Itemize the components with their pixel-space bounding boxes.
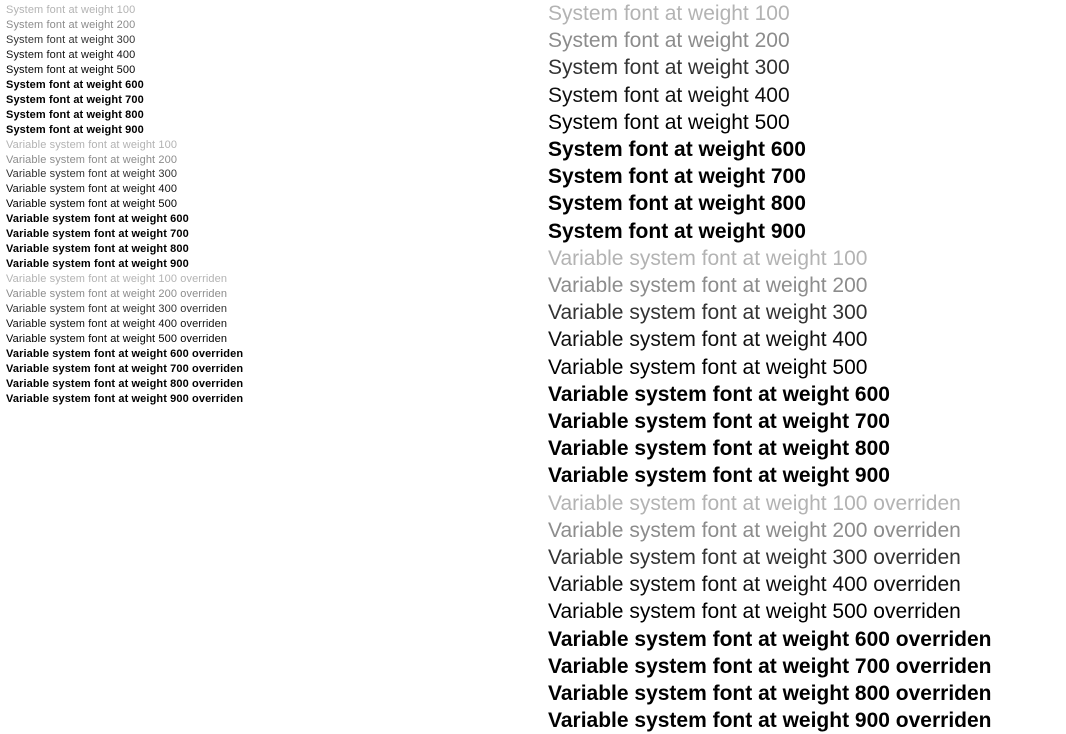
large-line-13: Variable system font at weight 400 [548,328,868,352]
small-line-22: Variable system font at weight 400 overriden [6,318,228,331]
small-line-6: System font at weight 600 [6,78,144,91]
large-line-4: System font at weight 400 [548,83,790,107]
large-line-22: Variable system font at weight 400 overriden [548,573,961,597]
small-line-7: System font at weight 700 [6,93,144,106]
small-line-20: Variable system font at weight 200 overriden [6,288,228,301]
small-line-25: Variable system font at weight 700 overriden [6,362,244,375]
large-line-9: System font at weight 900 [548,219,806,243]
large-line-20: Variable system font at weight 200 overriden [548,518,961,542]
small-line-14: Variable system font at weight 500 [6,198,178,211]
small-line-21: Variable system font at weight 300 overriden [6,303,228,316]
small-line-27: Variable system font at weight 900 overriden [6,392,244,405]
large-line-10: Variable system font at weight 100 [548,246,868,270]
large-line-14: Variable system font at weight 500 [548,355,868,379]
small-line-16: Variable system font at weight 700 [6,228,189,241]
small-line-19: Variable system font at weight 100 overriden [6,273,228,286]
large-line-23: Variable system font at weight 500 overriden [548,600,961,624]
large-line-27: Variable system font at weight 900 overriden [548,709,992,733]
small-line-10: Variable system font at weight 100 [6,138,178,151]
large-line-12: Variable system font at weight 300 [548,301,868,325]
large-line-7: System font at weight 700 [548,165,806,189]
large-line-16: Variable system font at weight 700 [548,410,890,434]
large-line-5: System font at weight 500 [548,110,790,134]
small-line-4: System font at weight 400 [6,48,136,61]
large-line-26: Variable system font at weight 800 overriden [548,682,992,706]
large-size-specimen-column [548,0,1060,734]
large-line-15: Variable system font at weight 600 [548,382,890,406]
large-line-17: Variable system font at weight 800 [548,437,890,461]
small-line-12: Variable system font at weight 300 [6,168,178,181]
large-line-6: System font at weight 600 [548,138,806,162]
large-line-18: Variable system font at weight 900 [548,464,890,488]
small-line-5: System font at weight 500 [6,63,136,76]
large-line-25: Variable system font at weight 700 overriden [548,654,992,678]
small-line-13: Variable system font at weight 400 [6,183,178,196]
small-line-23: Variable system font at weight 500 overriden [6,332,228,345]
small-line-15: Variable system font at weight 600 [6,213,189,226]
large-line-19: Variable system font at weight 100 overriden [548,491,961,515]
large-line-11: Variable system font at weight 200 [548,274,868,298]
large-line-3: System font at weight 300 [548,56,790,80]
large-line-8: System font at weight 800 [548,192,806,216]
small-line-24: Variable system font at weight 600 overriden [6,347,244,360]
large-line-1: System font at weight 100 [548,2,790,25]
small-line-17: Variable system font at weight 800 [6,243,189,256]
large-line-2: System font at weight 200 [548,29,790,53]
small-line-1: System font at weight 100 [6,4,136,16]
small-size-specimen-column [6,0,526,407]
large-line-21: Variable system font at weight 300 overriden [548,546,961,570]
large-line-24: Variable system font at weight 600 overriden [548,627,992,651]
small-line-3: System font at weight 300 [6,33,136,46]
small-line-18: Variable system font at weight 900 [6,258,189,271]
small-line-26: Variable system font at weight 800 overriden [6,377,244,390]
small-line-9: System font at weight 900 [6,123,144,136]
small-line-11: Variable system font at weight 200 [6,153,178,166]
small-line-8: System font at weight 800 [6,108,144,121]
small-line-2: System font at weight 200 [6,18,136,31]
